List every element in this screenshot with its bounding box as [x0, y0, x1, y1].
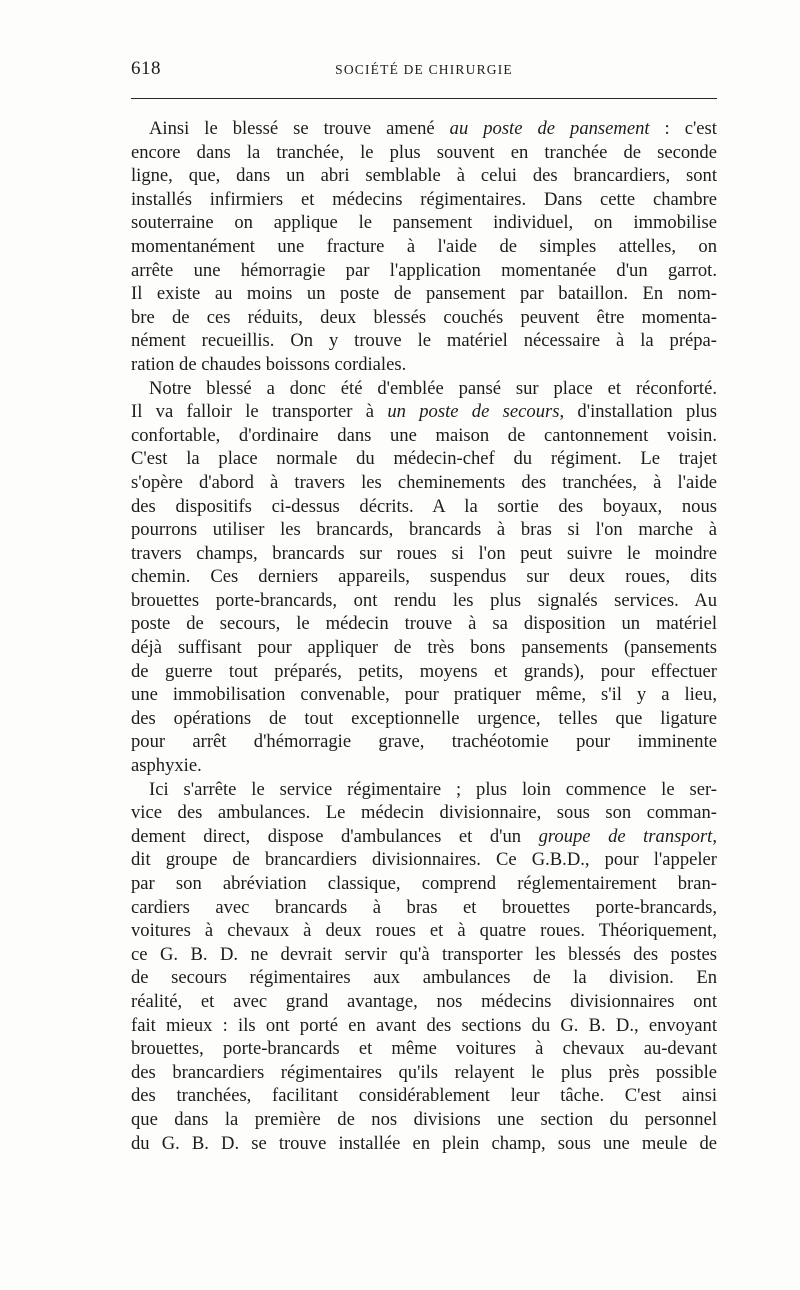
text-segment: arrête une hémorragie par l'application momentanée d'un garrot. [131, 259, 717, 281]
text-line [131, 471, 717, 495]
italic-phrase: groupe de transport [538, 825, 713, 847]
page-number: 618 [131, 58, 161, 79]
text-segment: Ici s'arrête le service régimentaire ; plus loin commence le ser- [149, 778, 717, 800]
text-segment: des opérations de tout exceptionnelle urgence, telles que ligature [131, 707, 717, 729]
text-line [131, 660, 717, 684]
text-segment: des tranchées, facilitant considérablement leur tâche. C'est ainsi [131, 1085, 717, 1107]
text-line [131, 919, 717, 943]
text-line [131, 1014, 717, 1038]
text-line [131, 282, 717, 306]
text-segment: ration de chaudes boissons cordiales. [131, 353, 407, 375]
text-segment: une immobilisation convenable, pour pratiquer même, s'il y a lieu, [131, 684, 717, 706]
text-segment: travers champs, brancards sur roues si l'on peut suivre le moindre [131, 542, 717, 564]
text-segment: ce G. B. D. ne devrait servir qu'à transporter les blessés des postes [131, 943, 717, 965]
text-line [131, 754, 717, 778]
text-segment: que dans la première de nos divisions une section du personnel [131, 1108, 717, 1130]
text-segment: fait mieux : ils ont porté en avant des sections du G. B. D., envoyant [131, 1014, 717, 1036]
text-segment: poste de secours, le médecin trouve à sa disposition un matériel [131, 613, 717, 635]
text-line [131, 211, 717, 235]
text-segment: dement direct, dispose d'ambulances et d'un [131, 825, 539, 847]
text-line [131, 117, 717, 141]
text-segment: , [712, 825, 717, 847]
text-segment: ligne, que, dans un abri semblable à celui des brancardiers, sont [131, 165, 717, 187]
text-line [131, 164, 717, 188]
text-line [131, 424, 717, 448]
text-segment: réalité, et avec grand avantage, nos médecins divisionnaires ont [131, 990, 717, 1012]
text-segment: des brancardiers régimentaires qu'ils relayent le plus près possible [131, 1061, 717, 1083]
text-line [131, 329, 717, 353]
text-line [131, 1132, 717, 1156]
text-segment: dit groupe de brancardiers divisionnaires. Ce G.B.D., pour l'appeler [131, 849, 717, 871]
text-segment: vice des ambulances. Le médecin divisionnaire, sous son comman- [131, 802, 717, 824]
text-segment: brouettes, porte-brancards et même voitures à chevaux au-devant [131, 1038, 717, 1060]
text-segment: Il va falloir le transporter à [131, 401, 388, 423]
text-segment: encore dans la tranchée, le plus souvent en tranchée de seconde [131, 141, 717, 163]
text-segment: confortable, d'ordinaire dans une maison de cantonnement voisin. [131, 424, 717, 446]
text-line [131, 259, 717, 283]
text-segment: souterraine on applique le pansement individuel, on immobilise [131, 212, 717, 234]
text-segment: Notre blessé a donc été d'emblée pansé sur place et réconforté. [149, 377, 717, 399]
text-segment: par son abréviation classique, comprend réglementairement bran- [131, 873, 717, 894]
text-line [131, 377, 717, 401]
text-line [131, 565, 717, 589]
text-line [131, 943, 717, 967]
text-segment: brouettes porte-brancards, ont rendu les plus signalés services. Au [131, 589, 717, 611]
text-line [131, 188, 717, 212]
text-segment: bre de ces réduits, deux blessés couchés peuvent être momenta- [131, 306, 717, 328]
text-segment: voitures à chevaux à deux roues et à quatre roues. Théoriquement, [131, 920, 717, 942]
text-segment: chemin. Ces derniers appareils, suspendus sur deux roues, dits [131, 566, 717, 588]
text-line [131, 872, 717, 896]
text-line [131, 636, 717, 660]
text-segment: nément recueillis. On y trouve le matériel nécessaire à la prépa- [131, 330, 717, 352]
text-line [131, 683, 717, 707]
text-segment: cardiers avec brancards à bras et brouettes porte-brancards, [131, 896, 717, 918]
text-line [131, 730, 717, 754]
text-line [131, 518, 717, 542]
italic-phrase: au poste de pansement [449, 118, 650, 139]
text-line [131, 353, 717, 377]
text-segment: C'est la place normale du médecin-chef du régiment. Le trajet [131, 448, 717, 470]
text-segment: Il existe au moins un poste de pansement par bataillon. En nom- [131, 283, 717, 305]
text-line [131, 801, 717, 825]
text-segment: pour arrêt d'hémorragie grave, trachéotomie pour imminente [131, 731, 717, 753]
text-line [131, 141, 717, 165]
text-segment: de guerre tout préparés, petits, moyens et grands), pour effectuer [131, 660, 717, 682]
text-line [131, 1061, 717, 1085]
header-rule [131, 98, 717, 99]
text-segment: de secours régimentaires aux ambulances de la division. En [131, 967, 717, 989]
text-segment: asphyxie. [131, 755, 202, 777]
body-text [131, 117, 717, 1155]
text-line [131, 778, 717, 802]
text-line [131, 495, 717, 519]
text-line [131, 306, 717, 330]
text-line [131, 1037, 717, 1061]
text-line [131, 400, 717, 424]
text-line [131, 966, 717, 990]
text-segment: Ainsi le blessé se trouve amené [149, 118, 450, 139]
text-line [131, 612, 717, 636]
text-line [131, 1108, 717, 1132]
text-line [131, 447, 717, 471]
text-line [131, 990, 717, 1014]
text-line [131, 589, 717, 613]
italic-phrase: un poste de secours [387, 401, 560, 423]
text-segment: , d'installation plus [559, 401, 717, 423]
text-segment: momentanément une fracture à l'aide de simples attelles, on [131, 235, 717, 257]
text-line [131, 896, 717, 920]
text-segment: pourrons utiliser les brancards, brancards à bras si l'on marche à [131, 519, 717, 541]
text-segment: : c'est [649, 118, 717, 139]
page-header [131, 58, 717, 88]
text-line [131, 235, 717, 259]
text-segment: des dispositifs ci-dessus décrits. A la sortie des boyaux, nous [131, 495, 717, 517]
text-line [131, 542, 717, 566]
text-line [131, 848, 717, 872]
text-line [131, 1084, 717, 1108]
text-segment: installés infirmiers et médecins régimentaires. Dans cette chambre [131, 188, 717, 210]
text-line [131, 825, 717, 849]
running-head: SOCIÉTÉ DE CHIRURGIE [335, 62, 513, 77]
text-segment: s'opère d'abord à travers les cheminements des tranchées, à l'aide [131, 471, 717, 493]
text-segment: du G. B. D. se trouve installée en plein champ, sous une meule de [131, 1132, 717, 1154]
text-line [131, 707, 717, 731]
text-segment: déjà suffisant pour appliquer de très bons pansements (pansements [131, 637, 717, 659]
